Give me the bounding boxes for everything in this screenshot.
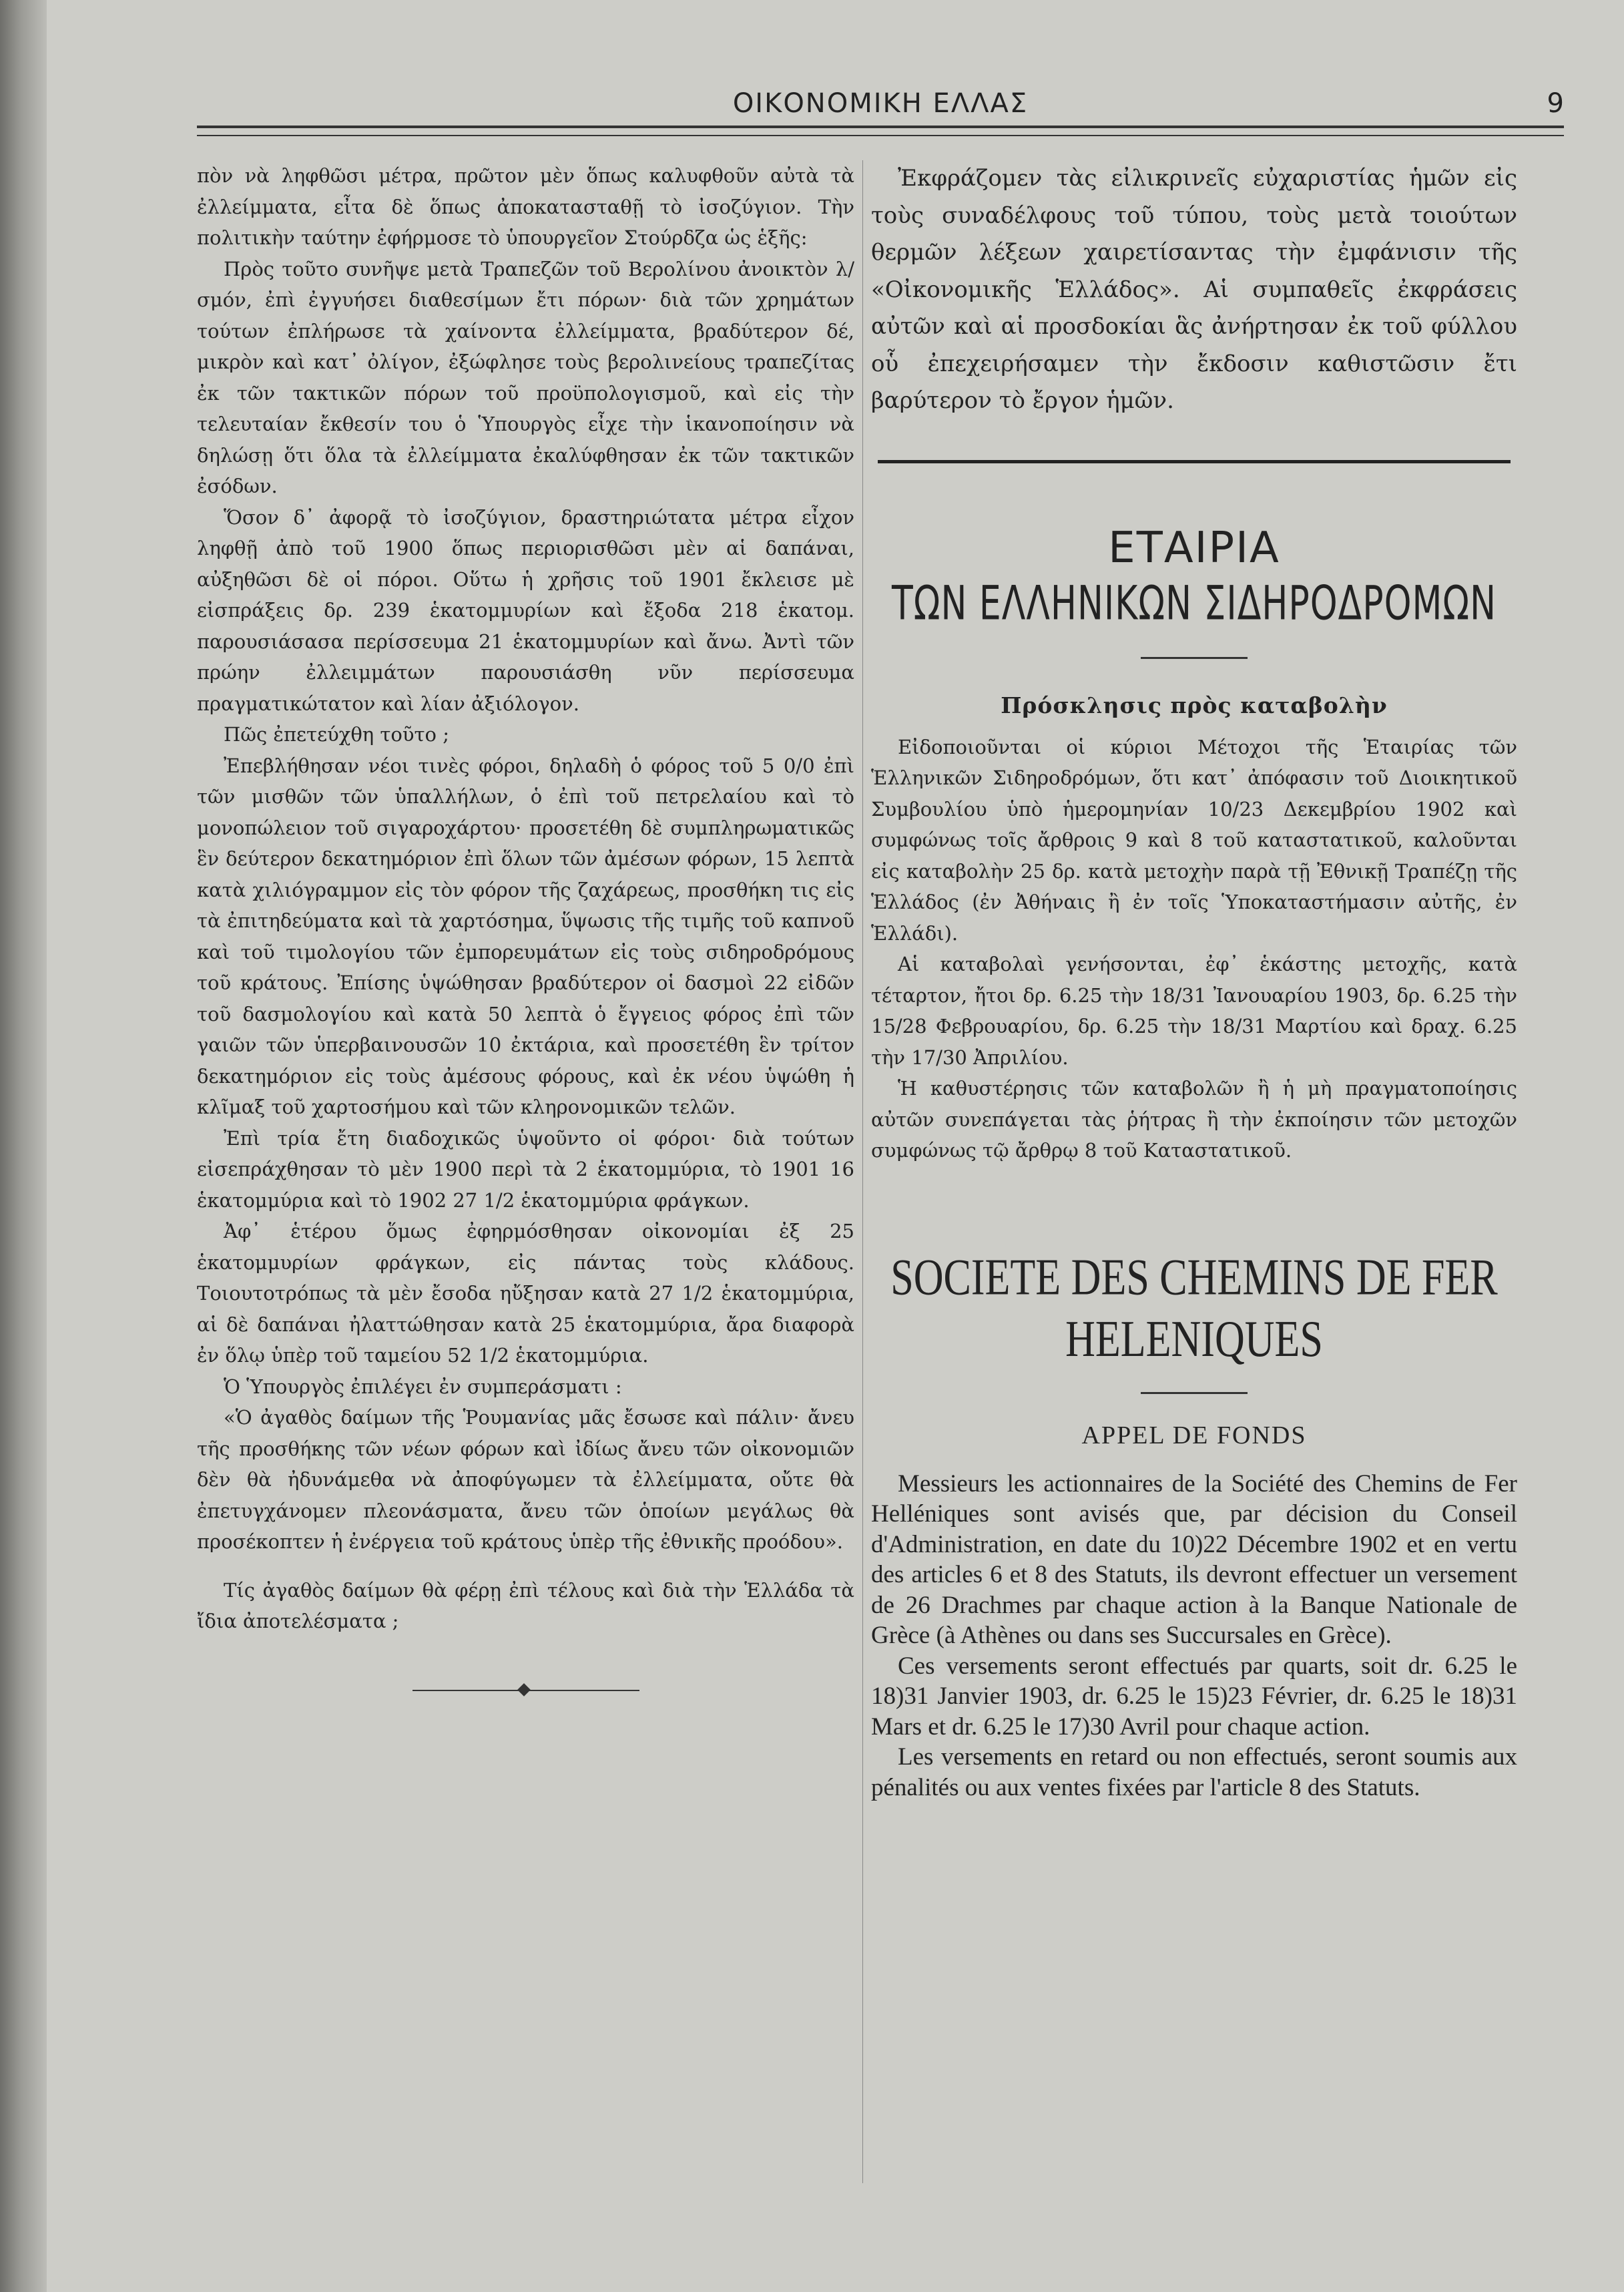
article-paragraph: πὸν νὰ ληφθῶσι μέτρα, πρῶτον μὲν ὅπως καλυφθοῦν αὐτὰ τὰ ἐλλείμματα, εἶτα δὲ ὅπως ἀποκατασταθῇ τὸ ἰσοζύγιον. Τὴν πολιτικὴν ταύτην ἐφήρμοσε τὸ ὑπουργεῖον Στούρδζα ὡς ἑξῆς:: [197, 164, 854, 249]
section-rule: [878, 460, 1511, 463]
greek-notice-heading: Πρόσκλησις πρὸς καταβολὴν: [1001, 692, 1388, 718]
french-notice: [871, 1246, 1517, 1803]
french-notice-heading: APPEL DE FONDS: [1081, 1421, 1307, 1449]
french-notice-paragraph: Les versements en retard ou non effectués, seront soumis aux pénalités ou aux ventes fixées par l'article 8 des Statuts.: [871, 1743, 1517, 1801]
greek-notice-subtitle: ΤΩΝ ΕΛΛΗΝΙΚΩΝ ΣΙΔΗΡΟΔΡΟΜΩΝ: [891, 576, 1497, 631]
greek-notice-paragraph: Ἡ καθυστέρησις τῶν καταβολῶν ἢ ἡ μὴ πραγματοποίησις αὐτῶν συνεπάγεται τὰς ῥήτρας ἢ τὴν ἐκποίησιν τῶν μετοχῶν συμφώνως τῷ ἄρθρῳ 8 τοῦ Καταστατικοῦ.: [871, 1077, 1517, 1162]
article-paragraph: Ἐπεβλήθησαν νέοι τινὲς φόροι, δηλαδὴ ὁ φόρος τοῦ 5 0/0 ἐπὶ τῶν μισθῶν τῶν ὑπαλλήλων, ὁ ἐπὶ τοῦ πετρελαίου καὶ τὸ μονοπώλειον τοῦ σιγαροχάρτου· προσετέθη δὲ συμπληρωματικῶς ἓν δεύτερον δεκατημόριον ἐπὶ ὅλων τῶν ἀμέσων φόρων, 15 λεπτὰ κατὰ χιλιόγραμμον εἰς τὸν φόρον τῆς ζαχάρεως, προσθήκη τις εἰς τὰ ἐπιτηδεύματα καὶ τὰ χαρτόσημα, ὕψωσις τῆς τιμῆς τοῦ καπνοῦ καὶ τοῦ τιμολογίου τῶν ἐμπορευμάτων εἰς τοὺς σιδηροδρόμους τοῦ κράτους. Ἐπίσης ὑψώθησαν βραδύτερον οἱ δασμοὶ 22 εἰδῶν τοῦ δασμολογίου καὶ κατὰ 50 λεπτὰ ὁ ἔγγειος φόρος ἐπὶ τῶν γαιῶν τῶν ὑπερβαινουσῶν 10 ἐκτάρια, καὶ προσετέθη ἓν τρίτον δεκατημόριον εἰς τοὺς ἀμέσους φόρους, καὶ ἐκ νέου ὑψώθη ἡ κλῖμαξ τοῦ χαρτοσήμου καὶ τῶν κληρονομικῶν τελῶν.: [197, 754, 854, 1118]
french-notice-paragraph: Messieurs les actionnaires de la Société des Chemins de Fer Helléniques sont avisés que, par décision du Conseil d'Administration, en date du 10)22 Décembre 1902 et en vertu des articles 6 et 8 des Statuts, ils devront effectuer un versement de 26 Drachmes par chaque action à la Banque Nationale de Grèce (à Athènes ou dans ses Succursales en Grèce).: [871, 1469, 1517, 1649]
closing-question: Τίς ἀγαθὸς δαίμων θὰ φέρῃ ἐπὶ τέλους καὶ διὰ τὴν Ἑλλάδα τὰ ἴδια ἀποτελέσματα ;: [197, 1578, 854, 1632]
header-double-rule: [197, 126, 1564, 136]
right-column: [871, 160, 1517, 1803]
short-rule: [1141, 1392, 1248, 1394]
french-notice-paragraph: Ces versements seront effectués par quarts, soit dr. 6.25 le 18)31 Janvier 1903, dr. 6.25 le 15)23 Février, dr. 6.25 le 18)31 Mars et dr. 6.25 le 17)30 Avril pour chaque action.: [871, 1652, 1517, 1741]
greek-notice-title: ΕΤΑΙΡΙΑ: [1108, 523, 1280, 573]
left-column-article: [197, 160, 854, 1697]
greek-notice-paragraph: Εἰδοποιοῦνται οἱ κύριοι Μέτοχοι τῆς Ἑταιρίας τῶν Ἑλληνικῶν Σιδηροδρόμων, ὅτι κατ᾽ ἀπόφασιν τοῦ Διοικητικοῦ Συμβουλίου ὑπὸ ἡμερομηνίαν 10/23 Δεκεμβρίου 1902 καὶ συμφώνως τοῖς ἄρθροις 9 καὶ 8 τοῦ καταστατικοῦ, καλοῦνται εἰς καταβολὴν 25 δρ. κατὰ μετοχὴν παρὰ τῇ Ἐθνικῇ Τραπέζῃ τῆς Ἑλλάδος (ἐν Ἀθήναις ἢ ἐν τοῖς Ὑποκαταστήμασιν αὐτῆς, ἐν Ἑλλάδι).: [871, 735, 1517, 945]
greek-notice-paragraph: Αἱ καταβολαὶ γενήσονται, ἐφ᾽ ἑκάστης μετοχῆς, κατὰ τέταρτον, ἤτοι δρ. 6.25 τὴν 18/31 Ἰανουαρίου 1903, δρ. 6.25 τὴν 15/28 Φεβρουαρίου, δρ. 6.25 τὴν 18/31 Μαρτίου καὶ δραχ. 6.25 τὴν 17/30 Ἀπριλίου.: [871, 953, 1517, 1069]
ornamental-divider: [413, 1684, 639, 1697]
publication-title: ΟΙΚΟΝΟΜΙΚΗ ΕΛΛΑΣ: [732, 88, 1029, 119]
article-paragraph: Ἀφ᾽ ἑτέρου ὅμως ἐφηρμόσθησαν οἰκονομίαι ἐξ 25 ἑκατομμυρίων φράγκων, εἰς πάντας τοὺς κλάδους. Τοιουτοτρόπως τὰ μὲν ἔσοδα ηὔξησαν κατὰ 27 1/2 ἑκατομμύρια, αἱ δὲ δαπάναι ἠλαττώθησαν κατὰ 25 ἑκατομμύρια, ἄρα διαφορὰ ἐν ὅλῳ ὑπὲρ τοῦ ταμείου 52 1/2 ἑκατομμύρια.: [197, 1220, 854, 1367]
article-paragraph: Ἐπὶ τρία ἔτη διαδοχικῶς ὑψοῦντο οἱ φόροι· διὰ τούτων εἰσεπράχθησαν τὸ μὲν 1900 περὶ τὰ 2 ἑκατομμύρια, τὸ 1901 16 ἑκατομμύρια καὶ τὸ 1902 27 1/2 ἑκατομμύρια φράγκων.: [197, 1126, 854, 1212]
greek-notice: [871, 523, 1517, 1166]
thanks-paragraph: Ἐκφράζομεν τὰς εἰλικρινεῖς εὐχαριστίας ἡμῶν εἰς τοὺς συναδέλφους τοῦ τύπου, τοὺς μετὰ τοιούτων θερμῶν λέξεων χαιρετίσαντας τὴν ἐμφάνισιν τῆς «Οἰκονομικῆς Ἑλλάδος». Αἱ συμπαθεῖς ἐκφράσεις αὐτῶν καὶ αἱ προσδοκίαι ἃς ἀνήρτησαν ἐκ τοῦ φύλλου οὗ ἐπεχειρήσαμεν τὴν ἔκδοσιν καθιστῶσιν ἔτι βαρύτερον τὸ ἔργον ἡμῶν.: [871, 165, 1517, 414]
book-binding-edge: [0, 0, 47, 2292]
column-divider: [862, 160, 863, 2183]
french-notice-title: SOCIETE DES CHEMINS DE FER HELENIQUES: [890, 1248, 1498, 1367]
page-number: 9: [1547, 88, 1564, 119]
short-rule: [1141, 657, 1248, 659]
article-paragraph: Ὁ Ὑπουργὸς ἐπιλέγει ἐν συμπεράσματι :: [224, 1375, 622, 1398]
article-question: Πῶς ἐπετεύχθη τοῦτο ;: [224, 723, 449, 746]
article-paragraph: Ὅσον δ᾽ ἀφορᾷ τὸ ἰσοζύγιον, δραστηριώτατα μέτρα εἶχον ληφθῇ ἀπὸ τοῦ 1900 ὅπως περιορισθῶσι μὲν αἱ δαπάναι, αὐξηθῶσι δὲ οἱ πόροι. Οὕτω ἡ χρῆσις τοῦ 1901 ἔκλεισε μὲ εἰσπράξεις δρ. 239 ἑκατομμυρίων καὶ ἔξοδα 218 ἑκατομ. παρουσιάσασα περίσσευμα 21 ἑκατομμυρίων καὶ ἄνω. Ἀντὶ τῶν πρώην ἐλλειμμάτων παρουσιάσθη νῦν περίσσευμα πραγματικώτατον καὶ λίαν ἀξιόλογον.: [197, 505, 854, 715]
minister-quote: «Ὁ ἀγαθὸς δαίμων τῆς Ῥουμανίας μᾶς ἔσωσε καὶ πάλιν· ἄνευ τῆς προσθήκης τῶν νέων φόρων καὶ ἰδίως ἄνευ τῶν οἰκονομιῶν δὲν θὰ ἠδυνάμεθα νὰ ἀποφύγωμεν τὰ ἐλλείμματα, οὔτε θὰ ἐπετυγχάνομεν πλεονάσματα, ἄνευ τῶν ὁποίων μεγάλως θὰ προσέκοπτεν ἡ ἐνέργεια τοῦ κράτους ὑπὲρ τῆς ἐθνικῆς προόδου».: [197, 1406, 854, 1553]
article-paragraph: Πρὸς τοῦτο συνῆψε μετὰ Τραπεζῶν τοῦ Βερολίνου ἀνοικτὸν λ/σμόν, ἐπὶ ἐγγυήσει διαθεσίμων ἔτι πόρων· διὰ τῶν χρημάτων τούτων ἐπλήρωσε τὰ χαίνοντα ἐλλείμματα, βραδύτερον δέ, μικρὸν καὶ κατ᾽ ὀλίγον, ἐξώφλησε τοὺς βερολινείους τραπεζίτας ἐκ τῶν τακτικῶν πόρων τοῦ προϋπολογισμοῦ, καὶ εἰς τὴν τελευταίαν ἔκθεσίν του ὁ Ὑπουργὸς εἶχε τὴν ἱκανοποίησιν νὰ δηλώσῃ ὅτι ὅλα τὰ ἐλλείμματα ἐκαλύφθησαν ἐκ τῶν τακτικῶν ἐσόδων.: [197, 257, 854, 497]
